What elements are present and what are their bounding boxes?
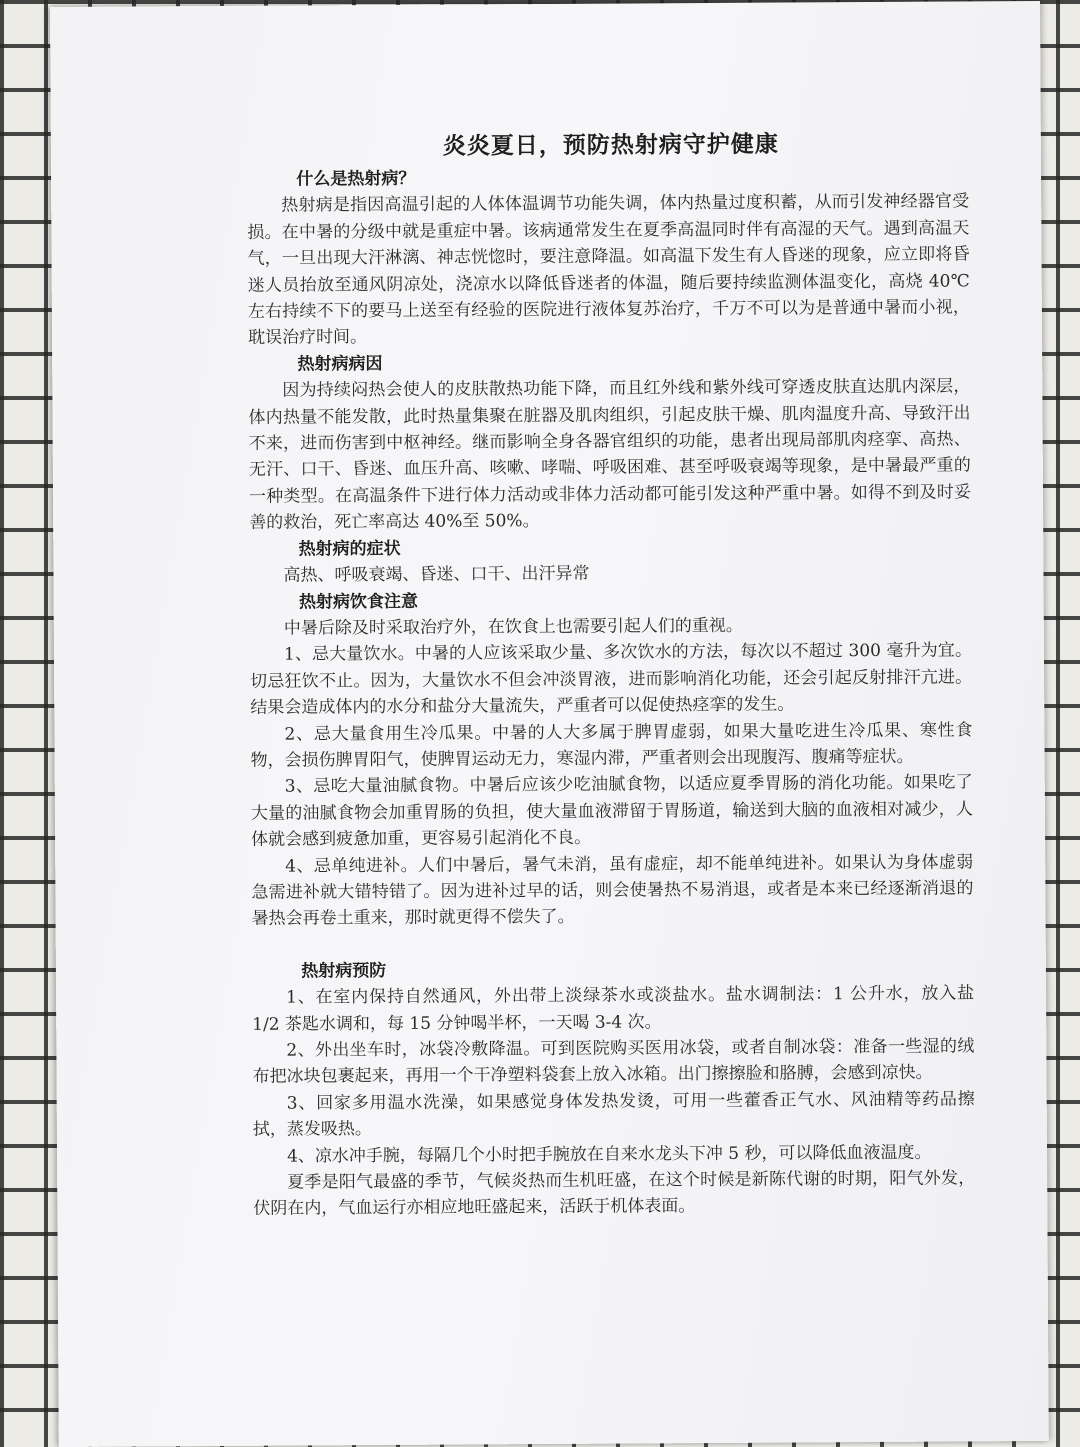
paper-sheet <box>50 1 1049 1447</box>
paragraph: 热射病是指因高温引起的人体体温调节功能失调，体内热量过度积蓄，从而引发神经器官受损。在中暑的分级中就是重症中暑。该病通常发生在夏季高温同时伴有高湿的天气。遇到高温天气，一旦出现大汗淋漓、神志恍惚时，要注意降温。如高温下发生有人昏迷的现象，应立即将昏迷人员抬放至通风阴凉处，浇凉水以降低昏迷者的体温，随后要持续监测体温变化，高烧 40℃左右持续不下的要马上送至有经验的医院进行液体复苏治疗，千万不可以为是普通中暑而小视，耽误治疗时间。 <box>247 191 970 349</box>
list-item: 4、忌单纯进补。人们中暑后，暑气未消，虽有虚症，却不能单纯进补。如果认为身体虚弱急需进补就大错特错了。因为进补过早的话，则会使暑热不易消退，或者是本来已经逐渐消退的暑热会再卷土重来，那时就更得不偿失了。 <box>251 851 974 930</box>
paragraph: 高热、呼吸衰竭、昏迷、口干、出汗异常 <box>283 563 590 586</box>
list-item: 3、回家多用温水洗澡，如果感觉身体发热发烫，可用一些藿香正气水、风油精等药品擦拭，蒸发吸热。 <box>252 1089 975 1141</box>
list-item: 1、在室内保持自然通风，外出带上淡绿茶水或淡盐水。盐水调制法：1 公升水，放入盐 1/2 茶匙水调和，每 15 分钟喝半杯，一天喝 3-4 次。 <box>252 983 975 1035</box>
list-item: 2、外出坐车时，冰袋冷敷降温。可到医院购买医用冰袋，或者自制冰袋：准备一些湿的绒布把冰块包裹起来，再用一个干净塑料袋套上放入冰箱。出门擦擦脸和胳膊，会感到凉快。 <box>252 1036 975 1088</box>
section-heading-what-is: 什么是热射病？ <box>296 168 416 190</box>
list-item: 3、忌吃大量油腻食物。中暑后应该少吃油腻食物，以适应夏季胃肠的消化功能。如果吃了大量的油腻食物会加重胃肠的负担，使大量血液滞留于胃肠道，输送到大脑的血液相对减少，人体就会感到疲惫加重，更容易引起消化不良。 <box>250 772 973 850</box>
section-heading-prevention: 热射病预防 <box>301 960 387 982</box>
section-heading-symptoms: 热射病的症状 <box>298 538 401 560</box>
paragraph: 中暑后除及时采取治疗外，在饮食上也需要引起人们的重视。 <box>283 615 743 639</box>
section-heading-diet: 热射病饮食注意 <box>298 591 419 613</box>
document-title: 炎炎夏日，预防热射病守护健康 <box>442 130 779 160</box>
list-item: 4、凉水冲手腕，每隔几个小时把手腕放在自来水龙头下冲 5 秒，可以降低血液温度。 <box>286 1142 932 1167</box>
paragraph: 夏季是阳气最盛的季节，气候炎热而生机旺盛，在这个时候是新陈代谢的时期，阳气外发，伏阴在内，气血运行亦相应地旺盛起来，活跃于机体表面。 <box>253 1168 976 1220</box>
document-body <box>247 162 975 1222</box>
list-item: 2、忌大量食用生冷瓜果。中暑的人大多属于脾胃虚弱，如果大量吃进生冷瓜果、寒性食物，会损伤脾胃阳气，使脾胃运动无力，寒湿内滞，严重者则会出现腹泻、腹痛等症状。 <box>250 719 973 771</box>
list-item: 1、忌大量饮水。中暑的人应该采取少量、多次饮水的方法，每次以不超过 300 毫升为宜。切忌狂饮不止。因为，大量饮水不但会冲淡胃液，进而影响消化功能，还会引起反射排汗亢进。结果会造成体内的水分和盐分大量流失，严重者可以促使热痉挛的发生。 <box>250 640 973 718</box>
paragraph: 因为持续闷热会使人的皮肤散热功能下降，而且红外线和紫外线可穿透皮肤直达肌内深层，体内热量不能发散，此时热量集聚在脏器及肌肉组织，引起皮肤干燥、肌肉温度升高、导致汗出不来，进而伤害到中枢神经。继而影响全身各器官组织的功能，患者出现局部肌肉痉挛、高热、无汗、口干、昏迷、血压升高、咳嗽、哮喘、呼吸困难、甚至呼吸衰竭等现象，是中暑最严重的一种类型。在高温条件下进行体力活动或非体力活动都可能引发这种严重中暑。如得不到及时妥善的救治，死亡率高达 40%至 50%。 <box>248 376 972 534</box>
section-heading-causes: 热射病病因 <box>297 353 383 375</box>
